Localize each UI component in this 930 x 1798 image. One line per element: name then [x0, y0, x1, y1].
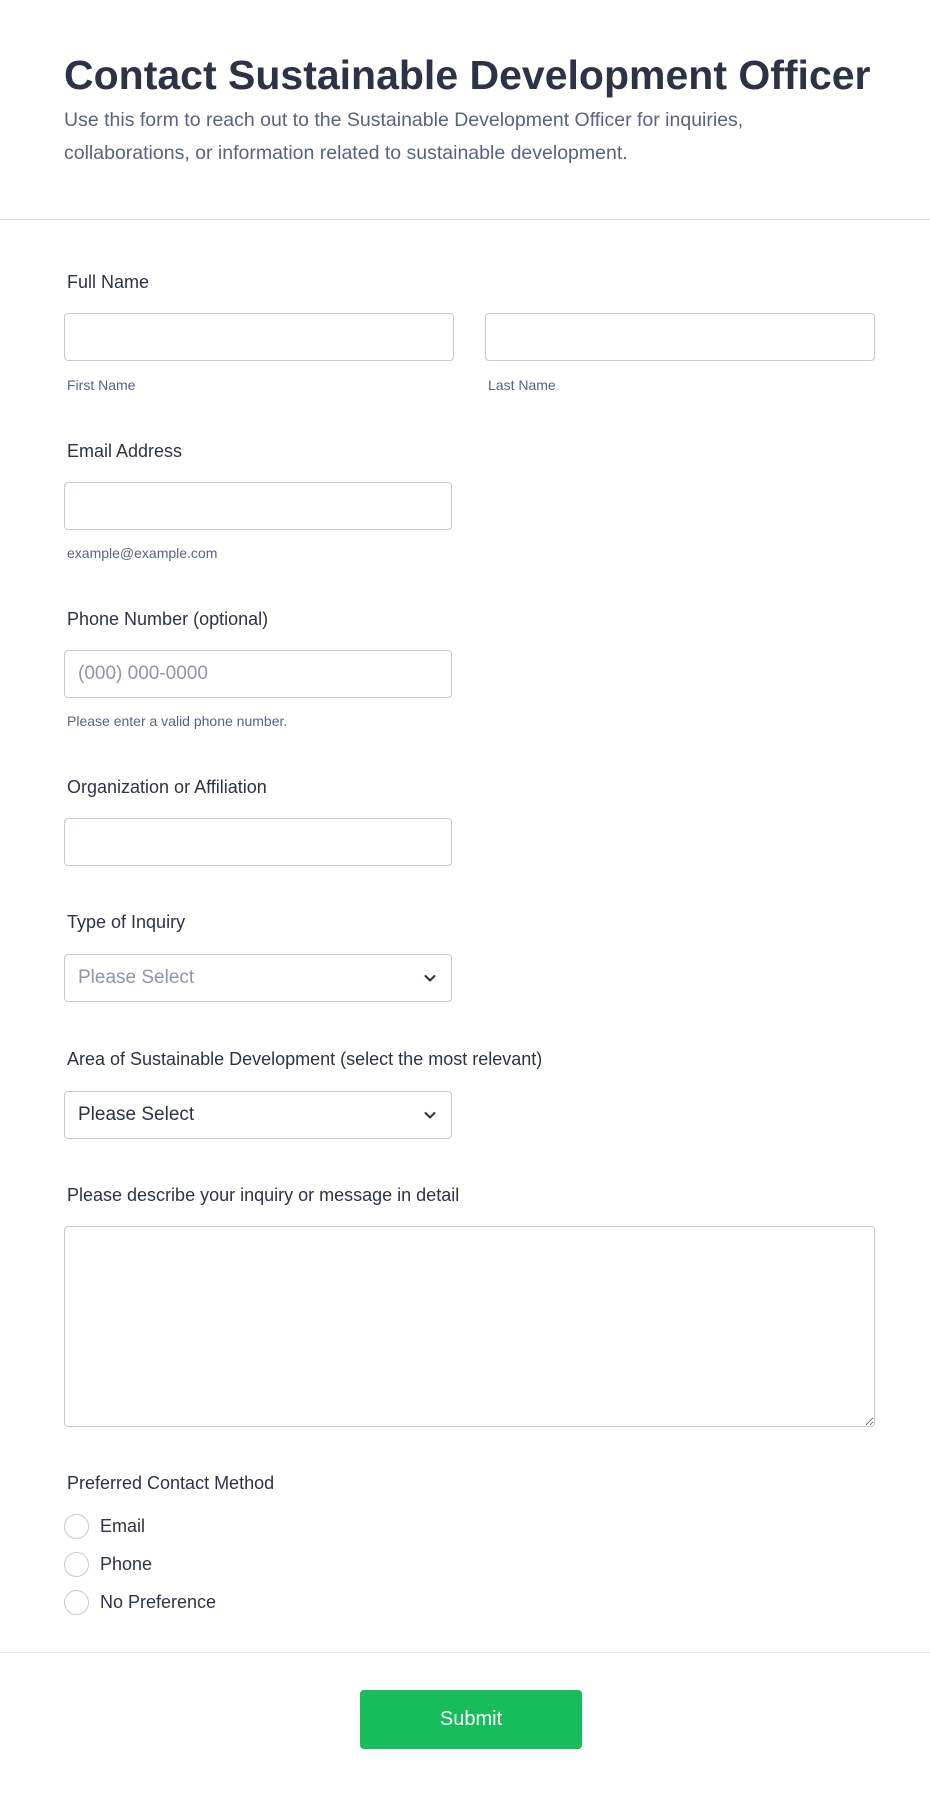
- inquiry-type-selected: Please Select: [78, 967, 195, 988]
- page-subtitle: Use this form to reach out to the Sustainable Development Officer for inquiries, collaborations, or information related to sustainable development.: [64, 109, 744, 164]
- radio-button[interactable]: [64, 1552, 89, 1577]
- email-label: Email Address: [67, 441, 183, 461]
- footer-divider: [0, 1652, 930, 1653]
- area-selected: Please Select: [78, 1104, 195, 1125]
- contact-method-label: Preferred Contact Method: [67, 1473, 275, 1493]
- first-name-input[interactable]: [64, 313, 454, 361]
- radio-button[interactable]: [64, 1590, 89, 1615]
- radio-button[interactable]: [64, 1514, 89, 1539]
- radio-option-email[interactable]: [64, 1514, 145, 1539]
- page-title: Contact Sustainable Development Officer: [64, 52, 871, 98]
- message-textarea[interactable]: [64, 1226, 875, 1427]
- submit-button[interactable]: Submit: [360, 1690, 582, 1749]
- radio-option-no-preference[interactable]: [64, 1590, 216, 1615]
- inquiry-type-label: Type of Inquiry: [67, 912, 186, 932]
- last-name-input[interactable]: [485, 313, 875, 361]
- email-hint: example@example.com: [67, 545, 218, 561]
- header-divider: [0, 219, 930, 220]
- last-name-sublabel: Last Name: [488, 377, 556, 393]
- organization-label: Organization or Affiliation: [67, 777, 267, 797]
- phone-label: Phone Number (optional): [67, 609, 269, 629]
- radio-option-phone[interactable]: [64, 1552, 152, 1577]
- organization-input[interactable]: [64, 818, 452, 866]
- email-input[interactable]: [64, 482, 452, 530]
- phone-hint: Please enter a valid phone number.: [67, 713, 288, 729]
- first-name-sublabel: First Name: [67, 377, 136, 393]
- phone-input[interactable]: [64, 650, 452, 698]
- chevron-down-icon: [422, 1107, 438, 1123]
- radio-label: Email: [100, 1516, 146, 1536]
- chevron-down-icon: [422, 970, 438, 986]
- radio-label: No Preference: [100, 1592, 217, 1612]
- radio-label: Phone: [100, 1554, 153, 1574]
- full-name-label: Full Name: [67, 272, 150, 292]
- inquiry-type-select[interactable]: [64, 954, 452, 1002]
- message-label: Please describe your inquiry or message in detail: [67, 1185, 460, 1205]
- area-label: Area of Sustainable Development (select the most relevant): [67, 1049, 543, 1069]
- area-select[interactable]: [64, 1091, 452, 1139]
